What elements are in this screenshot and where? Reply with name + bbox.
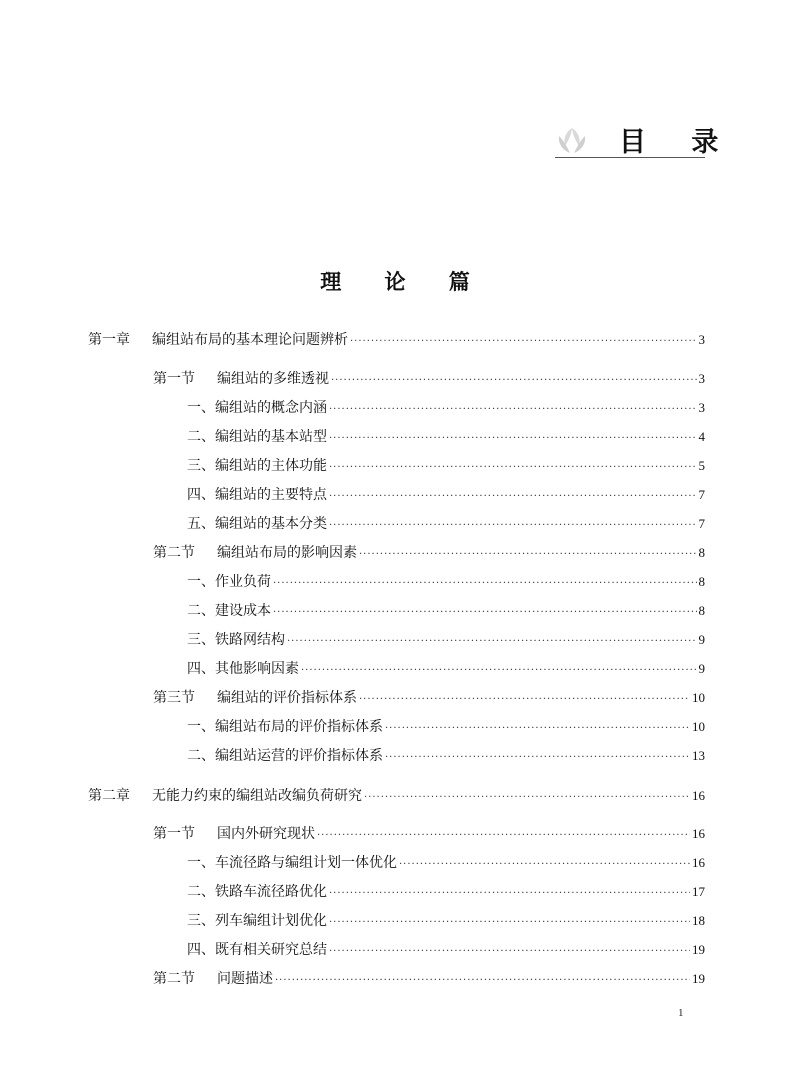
toc-entry-page: 16 <box>692 855 705 870</box>
toc-entry-page: 3 <box>698 371 705 386</box>
toc-entry <box>187 852 705 874</box>
toc-entry-page: 8 <box>698 545 705 560</box>
toc-entry <box>187 426 705 448</box>
dot-leader <box>359 549 697 560</box>
toc-entry-title: 二、编组站的基本站型 <box>187 429 327 445</box>
toc-entry-title: 编组站布局的影响因素 <box>217 545 357 561</box>
toc-entry <box>88 329 705 351</box>
dot-leader <box>329 917 690 928</box>
toc-entry-page: 7 <box>698 487 705 502</box>
toc-entry-page: 10 <box>692 690 705 705</box>
toc-entry <box>187 629 705 651</box>
toc-title: 目 录 <box>619 127 737 158</box>
toc-entry-title: 三、编组站的主体功能 <box>187 458 327 474</box>
toc-entry-title: 一、作业负荷 <box>187 574 271 590</box>
toc-entry <box>187 600 705 622</box>
dot-leader <box>275 975 690 986</box>
toc-entry-title: 四、既有相关研究总结 <box>187 942 327 958</box>
dot-leader <box>329 520 697 531</box>
toc-entry <box>187 455 705 477</box>
toc-entry-page: 8 <box>698 603 705 618</box>
chapter-number: 第一章 <box>88 332 130 348</box>
toc-entry-title: 编组站的多维透视 <box>217 371 329 387</box>
dot-leader <box>287 636 697 647</box>
toc-entry <box>153 368 705 390</box>
dot-leader <box>329 888 690 899</box>
toc-entry-title: 编组站的评价指标体系 <box>217 690 357 706</box>
dot-leader <box>350 336 697 347</box>
toc-entry <box>187 571 705 593</box>
toc-entry-title: 二、建设成本 <box>187 603 271 619</box>
toc-entry-title: 一、车流径路与编组计划一体优化 <box>187 855 397 871</box>
toc-entry-title: 二、铁路车流径路优化 <box>187 884 327 900</box>
section-number: 第三节 <box>153 690 195 706</box>
header-rule <box>555 157 705 158</box>
toc-entry <box>187 745 705 767</box>
chapter-number: 第二章 <box>88 788 130 804</box>
toc-entry-title: 四、编组站的主要特点 <box>187 487 327 503</box>
page-number: 1 <box>678 1007 684 1019</box>
dot-leader <box>331 375 697 386</box>
toc-entry <box>187 658 705 680</box>
toc-entry-title: 一、编组站布局的评价指标体系 <box>187 719 383 735</box>
section-number: 第一节 <box>153 371 195 387</box>
leaf-mark-icon <box>555 126 589 156</box>
toc-entry <box>187 910 705 932</box>
dot-leader <box>359 694 690 705</box>
toc-entry <box>187 881 705 903</box>
toc-entry-page: 5 <box>698 458 705 473</box>
toc-entry-page: 19 <box>692 971 705 986</box>
toc-entry-title: 问题描述 <box>217 971 273 987</box>
dot-leader <box>301 665 697 676</box>
section-number: 第一节 <box>153 826 195 842</box>
toc-entry-page: 19 <box>692 942 705 957</box>
toc-entry-page: 16 <box>692 826 705 841</box>
toc-entry-title: 无能力约束的编组站改编负荷研究 <box>152 788 362 804</box>
toc-entry <box>187 939 705 961</box>
toc-entry-page: 13 <box>692 748 705 763</box>
dot-leader <box>317 830 690 841</box>
toc-entry-title: 国内外研究现状 <box>217 826 315 842</box>
toc-entry-title: 四、其他影响因素 <box>187 661 299 677</box>
toc-entry-page: 10 <box>692 719 705 734</box>
dot-leader <box>399 859 690 870</box>
toc-entry-page: 9 <box>698 632 705 647</box>
dot-leader <box>329 404 697 415</box>
dot-leader <box>385 752 690 763</box>
toc-entry <box>187 397 705 419</box>
toc-entry-page: 4 <box>698 429 705 444</box>
toc-entry-page: 3 <box>698 400 705 415</box>
toc-entry <box>187 484 705 506</box>
section-number: 第二节 <box>153 971 195 987</box>
dot-leader <box>329 491 697 502</box>
dot-leader <box>329 462 697 473</box>
toc-entry <box>153 823 705 845</box>
toc-entry-title: 五、编组站的基本分类 <box>187 516 327 532</box>
toc-entry <box>187 716 705 738</box>
toc-entry <box>153 542 705 564</box>
toc-entry <box>153 968 705 990</box>
toc-entry-title: 三、列车编组计划优化 <box>187 913 327 929</box>
page-header <box>555 118 737 158</box>
dot-leader <box>329 433 697 444</box>
toc-entry-page: 17 <box>692 884 705 899</box>
part-title: 理 论 篇 <box>320 269 488 294</box>
toc-entry-title: 一、编组站的概念内涵 <box>187 400 327 416</box>
dot-leader <box>273 607 697 618</box>
toc-entry-page: 16 <box>692 788 705 803</box>
dot-leader <box>385 723 690 734</box>
dot-leader <box>364 792 690 803</box>
toc-entry <box>187 513 705 535</box>
toc-entry <box>88 785 705 807</box>
toc-entry-page: 7 <box>698 516 705 531</box>
toc-entry-page: 18 <box>692 913 705 928</box>
section-number: 第二节 <box>153 545 195 561</box>
toc-entry-title: 二、编组站运营的评价指标体系 <box>187 748 383 764</box>
dot-leader <box>329 946 690 957</box>
toc-entry-page: 3 <box>698 332 705 347</box>
toc-entry-title: 编组站布局的基本理论问题辨析 <box>152 332 348 348</box>
toc-entry <box>153 687 705 709</box>
toc-entry-title: 三、铁路网结构 <box>187 632 285 648</box>
toc-entry-page: 8 <box>698 574 705 589</box>
toc-entry-page: 9 <box>698 661 705 676</box>
dot-leader <box>273 578 697 589</box>
